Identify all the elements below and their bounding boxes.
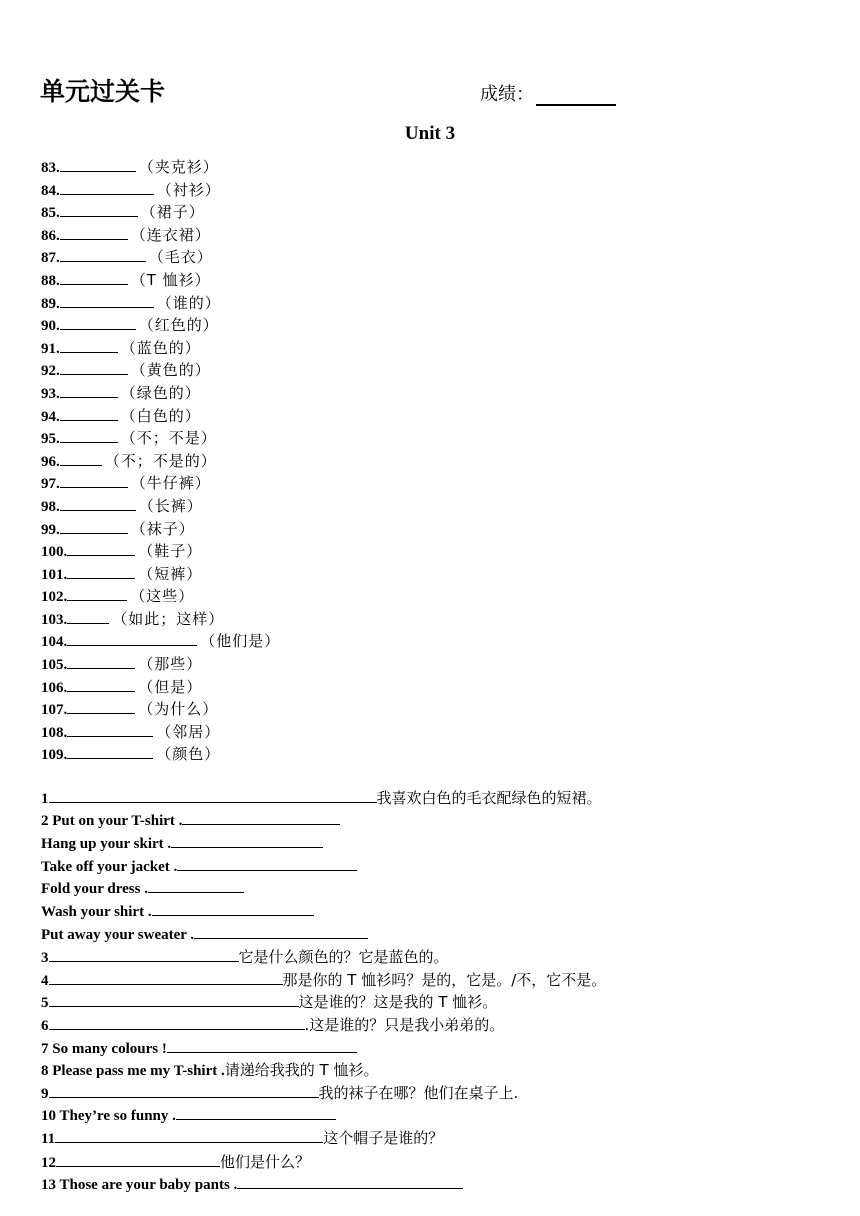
sentence-translation: 这是谁的？这是我的 T 恤衫。 <box>298 993 498 1011</box>
vocab-item <box>41 405 280 428</box>
sentence-item <box>41 1105 336 1125</box>
sentence-item <box>41 969 606 990</box>
vocab-number: 109. <box>41 747 68 764</box>
vocab-hint: （T 恤衫） <box>130 270 211 289</box>
vocab-item <box>41 608 280 631</box>
vocab-number: 93. <box>41 385 60 402</box>
answer-blank[interactable] <box>56 1152 220 1167</box>
answer-blank[interactable] <box>49 970 283 985</box>
answer-blank[interactable] <box>67 564 135 579</box>
vocab-hint: （不；不是的） <box>104 451 217 470</box>
vocab-hint: （这些） <box>130 587 195 606</box>
vocab-item <box>41 179 280 202</box>
answer-blank[interactable] <box>60 519 128 534</box>
vocab-item <box>41 450 280 473</box>
vocab-number: 105. <box>41 657 68 674</box>
unit-title: Unit 3 <box>404 123 456 144</box>
sentence-prompt: 2 Put on your T-shirt . <box>41 813 183 829</box>
vocab-number: 96. <box>41 453 60 470</box>
sentence-translation: 它是什么颜色的？它是蓝色的。 <box>238 948 449 966</box>
answer-blank[interactable] <box>67 722 153 737</box>
sentence-item <box>41 1038 357 1058</box>
vocab-number: 95. <box>41 431 60 448</box>
vocab-item <box>41 269 280 292</box>
vocab-item <box>41 540 280 563</box>
sentence-item <box>41 787 602 808</box>
vocab-item <box>41 224 280 247</box>
vocab-hint: （牛仔裤） <box>130 474 211 493</box>
answer-blank[interactable] <box>171 833 323 848</box>
vocab-hint: （黄色的） <box>130 361 211 380</box>
vocab-number: 84. <box>41 182 60 199</box>
sentence-prompt: 13 Those are your baby pants . <box>41 1177 238 1193</box>
answer-blank[interactable] <box>49 1083 319 1098</box>
answer-blank[interactable] <box>60 247 146 262</box>
vocab-hint: （衬衫） <box>156 180 221 199</box>
sentence-item <box>41 856 357 876</box>
vocab-item <box>41 156 280 179</box>
vocab-hint: （蓝色的） <box>120 338 201 357</box>
vocab-number: 99. <box>41 521 60 538</box>
vocab-hint: （他们是） <box>200 632 281 651</box>
sentence-prompt: 3 <box>41 950 49 966</box>
answer-blank[interactable] <box>194 924 368 939</box>
answer-blank[interactable] <box>67 631 197 646</box>
vocab-hint: （谁的） <box>156 293 221 312</box>
sentence-item <box>41 1151 310 1172</box>
answer-blank[interactable] <box>60 383 118 398</box>
vocab-hint: （邻居） <box>156 722 221 741</box>
vocab-number: 102. <box>41 589 68 606</box>
answer-blank[interactable] <box>60 428 118 443</box>
vocab-item <box>41 382 280 405</box>
sentence-translation: .这是谁的？只是我小弟弟的。 <box>304 1016 505 1034</box>
vocab-hint: （袜子） <box>130 519 195 538</box>
answer-blank[interactable] <box>67 609 109 624</box>
vocab-number: 90. <box>41 318 60 335</box>
answer-blank[interactable] <box>60 496 136 511</box>
sentence-item <box>41 1014 504 1035</box>
answer-blank[interactable] <box>67 699 135 714</box>
score-field <box>480 80 616 106</box>
answer-blank[interactable] <box>67 677 135 692</box>
vocab-hint: （为什么） <box>138 700 219 719</box>
sentence-prompt: 7 So many colours ! <box>41 1041 167 1057</box>
sentence-translation: 请递给我我的 T 恤衫。 <box>224 1061 379 1079</box>
answer-blank[interactable] <box>182 810 340 825</box>
sentence-translation: 我喜欢白色的毛衣配绿色的短裙。 <box>376 789 602 807</box>
sentence-prompt: Hang up your skirt . <box>41 836 172 852</box>
answer-blank[interactable] <box>60 315 136 330</box>
vocab-item <box>41 292 280 315</box>
answer-blank[interactable] <box>148 878 244 893</box>
sentence-item <box>41 1127 443 1148</box>
answer-blank[interactable] <box>60 202 138 217</box>
answer-blank[interactable] <box>60 225 128 240</box>
vocab-item <box>41 676 280 699</box>
vocab-item <box>41 427 280 450</box>
sentence-item <box>41 1174 463 1194</box>
answer-blank[interactable] <box>60 451 102 466</box>
vocab-item <box>41 630 280 653</box>
page-title: 单元过关卡 <box>40 77 166 106</box>
vocab-item <box>41 246 280 269</box>
sentence-prompt: Put away your sweater . <box>41 927 195 943</box>
vocab-item <box>41 472 280 495</box>
vocab-item <box>41 495 280 518</box>
vocab-item <box>41 585 280 608</box>
vocab-item <box>41 518 280 541</box>
vocab-hint: （绿色的） <box>120 383 201 402</box>
vocab-hint: （颜色） <box>156 745 221 764</box>
answer-blank[interactable] <box>49 947 239 962</box>
vocab-hint: （短裤） <box>138 564 203 583</box>
vocab-number: 92. <box>41 363 60 380</box>
sentence-translation: 我的袜子在哪？他们在桌子上. <box>318 1084 519 1102</box>
vocab-hint: （连衣裙） <box>130 225 211 244</box>
sentence-prompt: 5 <box>41 995 49 1011</box>
vocab-number: 103. <box>41 611 68 628</box>
vocab-hint: （毛衣） <box>148 248 213 267</box>
sentence-item <box>41 1059 378 1080</box>
vocab-item <box>41 698 280 721</box>
vocab-number: 97. <box>41 476 60 493</box>
sentence-prompt: Fold your dress . <box>41 881 148 897</box>
answer-blank[interactable] <box>49 992 299 1007</box>
sentence-prompt: Wash your shirt . <box>41 904 152 920</box>
answer-blank[interactable] <box>60 180 154 195</box>
vocab-number: 94. <box>41 408 60 425</box>
vocab-hint: （不；不是） <box>120 429 217 448</box>
vocab-hint: （如此；这样） <box>112 609 225 628</box>
vocab-item <box>41 653 280 676</box>
vocab-number: 91. <box>41 340 60 357</box>
sentence-prompt: Take off your jacket . <box>41 859 178 875</box>
vocab-number: 108. <box>41 724 68 741</box>
sentence-item <box>41 1082 518 1103</box>
vocab-item <box>41 743 280 766</box>
vocab-item <box>41 314 280 337</box>
sentence-prompt: 6 <box>41 1018 49 1034</box>
vocab-hint: （鞋子） <box>138 542 203 561</box>
vocab-number: 98. <box>41 498 60 515</box>
vocab-hint: （裙子） <box>140 203 205 222</box>
sentence-prompt: 1 <box>41 791 49 807</box>
sentence-item <box>41 810 340 830</box>
sentence-prompt: 8 Please pass me my T-shirt . <box>41 1063 225 1079</box>
answer-blank[interactable] <box>55 1128 323 1143</box>
sentence-translation: 那是你的 T 恤衫吗？是的，它是。/不，它不是。 <box>282 971 607 989</box>
sentence-item <box>41 878 244 898</box>
vocab-hint: （那些） <box>138 655 203 674</box>
answer-blank[interactable] <box>67 744 153 759</box>
answer-blank[interactable] <box>60 360 128 375</box>
answer-blank[interactable] <box>49 1015 305 1030</box>
answer-blank[interactable] <box>60 157 136 172</box>
vocab-number: 100. <box>41 544 68 561</box>
sentence-item <box>41 901 314 921</box>
vocab-number: 85. <box>41 205 60 222</box>
vocab-item <box>41 721 280 744</box>
vocab-number: 101. <box>41 566 68 583</box>
vocab-hint: （白色的） <box>120 406 201 425</box>
sentence-translation: 他们是什么？ <box>220 1153 311 1171</box>
sentence-prompt: 4 <box>41 973 49 989</box>
answer-blank[interactable] <box>49 788 377 803</box>
sentence-prompt: 9 <box>41 1086 49 1102</box>
vocab-number: 87. <box>41 250 60 267</box>
vocab-hint: （但是） <box>138 677 203 696</box>
vocab-list <box>41 156 280 766</box>
score-blank[interactable] <box>536 86 616 106</box>
sentence-item <box>41 946 449 967</box>
vocab-hint: （长裤） <box>138 496 203 515</box>
vocab-item <box>41 337 280 360</box>
vocab-number: 86. <box>41 227 60 244</box>
answer-blank[interactable] <box>67 541 135 556</box>
answer-blank[interactable] <box>60 270 128 285</box>
vocab-item <box>41 359 280 382</box>
sentence-prompt: 12 <box>41 1155 56 1171</box>
sentence-item <box>41 833 323 853</box>
vocab-number: 83. <box>41 160 60 176</box>
sentence-item <box>41 924 368 944</box>
vocab-number: 107. <box>41 702 68 719</box>
answer-blank[interactable] <box>67 586 127 601</box>
answer-blank[interactable] <box>67 654 135 669</box>
answer-blank[interactable] <box>177 856 357 871</box>
vocab-item <box>41 563 280 586</box>
sentence-item <box>41 991 497 1012</box>
answer-blank[interactable] <box>237 1174 463 1189</box>
answer-blank[interactable] <box>60 338 118 353</box>
vocab-number: 88. <box>41 272 60 289</box>
answer-blank[interactable] <box>60 293 154 308</box>
vocab-hint: （夹克衫） <box>138 158 219 176</box>
sentence-prompt: 11 <box>41 1131 56 1147</box>
vocab-number: 106. <box>41 679 68 696</box>
sentence-prompt: 10 They’re so funny . <box>41 1108 176 1124</box>
answer-blank[interactable] <box>60 473 128 488</box>
sentence-translation: 这个帽子是谁的？ <box>323 1129 444 1147</box>
answer-blank[interactable] <box>167 1038 357 1053</box>
answer-blank[interactable] <box>152 901 314 916</box>
vocab-number: 104. <box>41 634 68 651</box>
answer-blank[interactable] <box>60 406 118 421</box>
score-label: 成绩： <box>480 84 534 105</box>
answer-blank[interactable] <box>176 1105 336 1120</box>
vocab-item <box>41 201 280 224</box>
vocab-number: 89. <box>41 295 60 312</box>
vocab-hint: （红色的） <box>138 316 219 335</box>
